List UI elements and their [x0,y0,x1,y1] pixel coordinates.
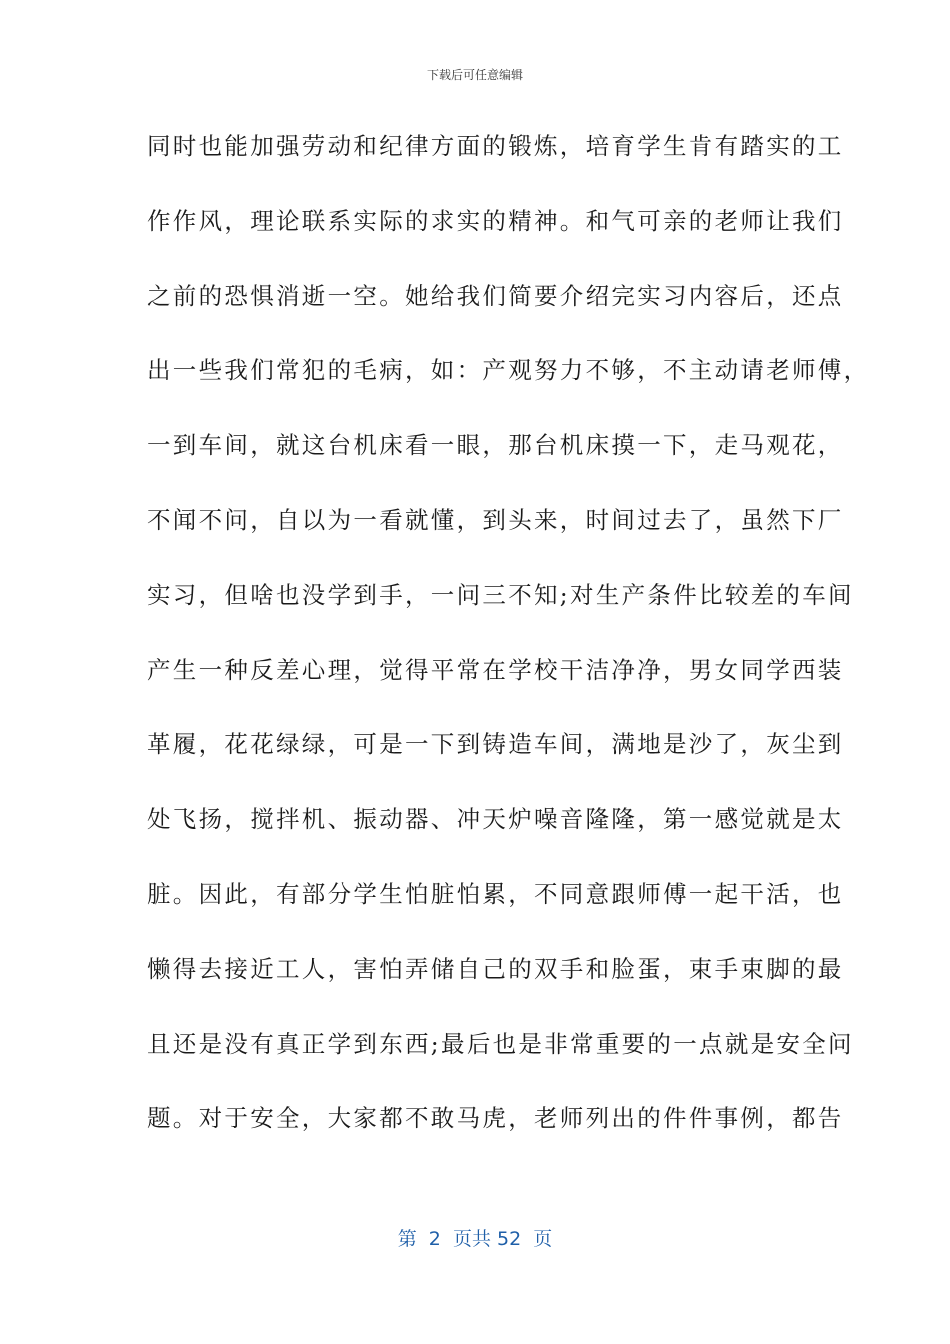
text-line: 作作风，理论联系实际的求实的精神。和气可亲的老师让我们 [147,206,844,235]
text-line: 革履，花花绿绿，可是一下到铸造车间，满地是沙了，灰尘到 [147,730,844,759]
text-line: 懒得去接近工人，害怕弄储自己的双手和脸蛋，束手束脚的最 [147,954,844,983]
text-line: 同时也能加强劳动和纪律方面的锻炼，培育学生肯有踏实的工 [147,132,844,160]
page-header: 下载后可任意编辑 [426,68,523,82]
text-line: 脏。因此，有部分学生怕脏怕累，不同意跟师傅一起干活，也 [147,879,844,908]
text-line: 之前的恐惧消逝一空。她给我们简要介绍完实习内容后，还点 [147,281,844,310]
text-line: 处飞扬，搅拌机、振动器、冲天炉噪音隆隆，第一感觉就是太 [147,805,844,834]
text-line: 题。对于安全，大家都不敢马虎，老师列出的件件事例，都告 [147,1104,844,1133]
page-footer: 第 2 页共 52 页 [397,1228,553,1250]
text-line: 产生一种反差心理，觉得平常在学校干洁净净，男女同学西装 [147,655,844,684]
text-line: 一到车间，就这台机床看一眼，那台机床摸一下，走马观花， [147,431,844,460]
text-line: 且还是没有真正学到东西;最后也是非常重要的一点就是安全问 [147,1029,854,1058]
text-line: 不闻不问，自以为一看就懂，到头来，时间过去了，虽然下厂 [147,505,844,534]
text-line: 出一些我们常犯的毛病，如：产观努力不够，不主动请老师傅， [147,356,870,385]
document-body [147,116,870,1163]
text-line: 实习，但啥也没学到手，一问三不知;对生产条件比较差的车间 [147,580,854,609]
